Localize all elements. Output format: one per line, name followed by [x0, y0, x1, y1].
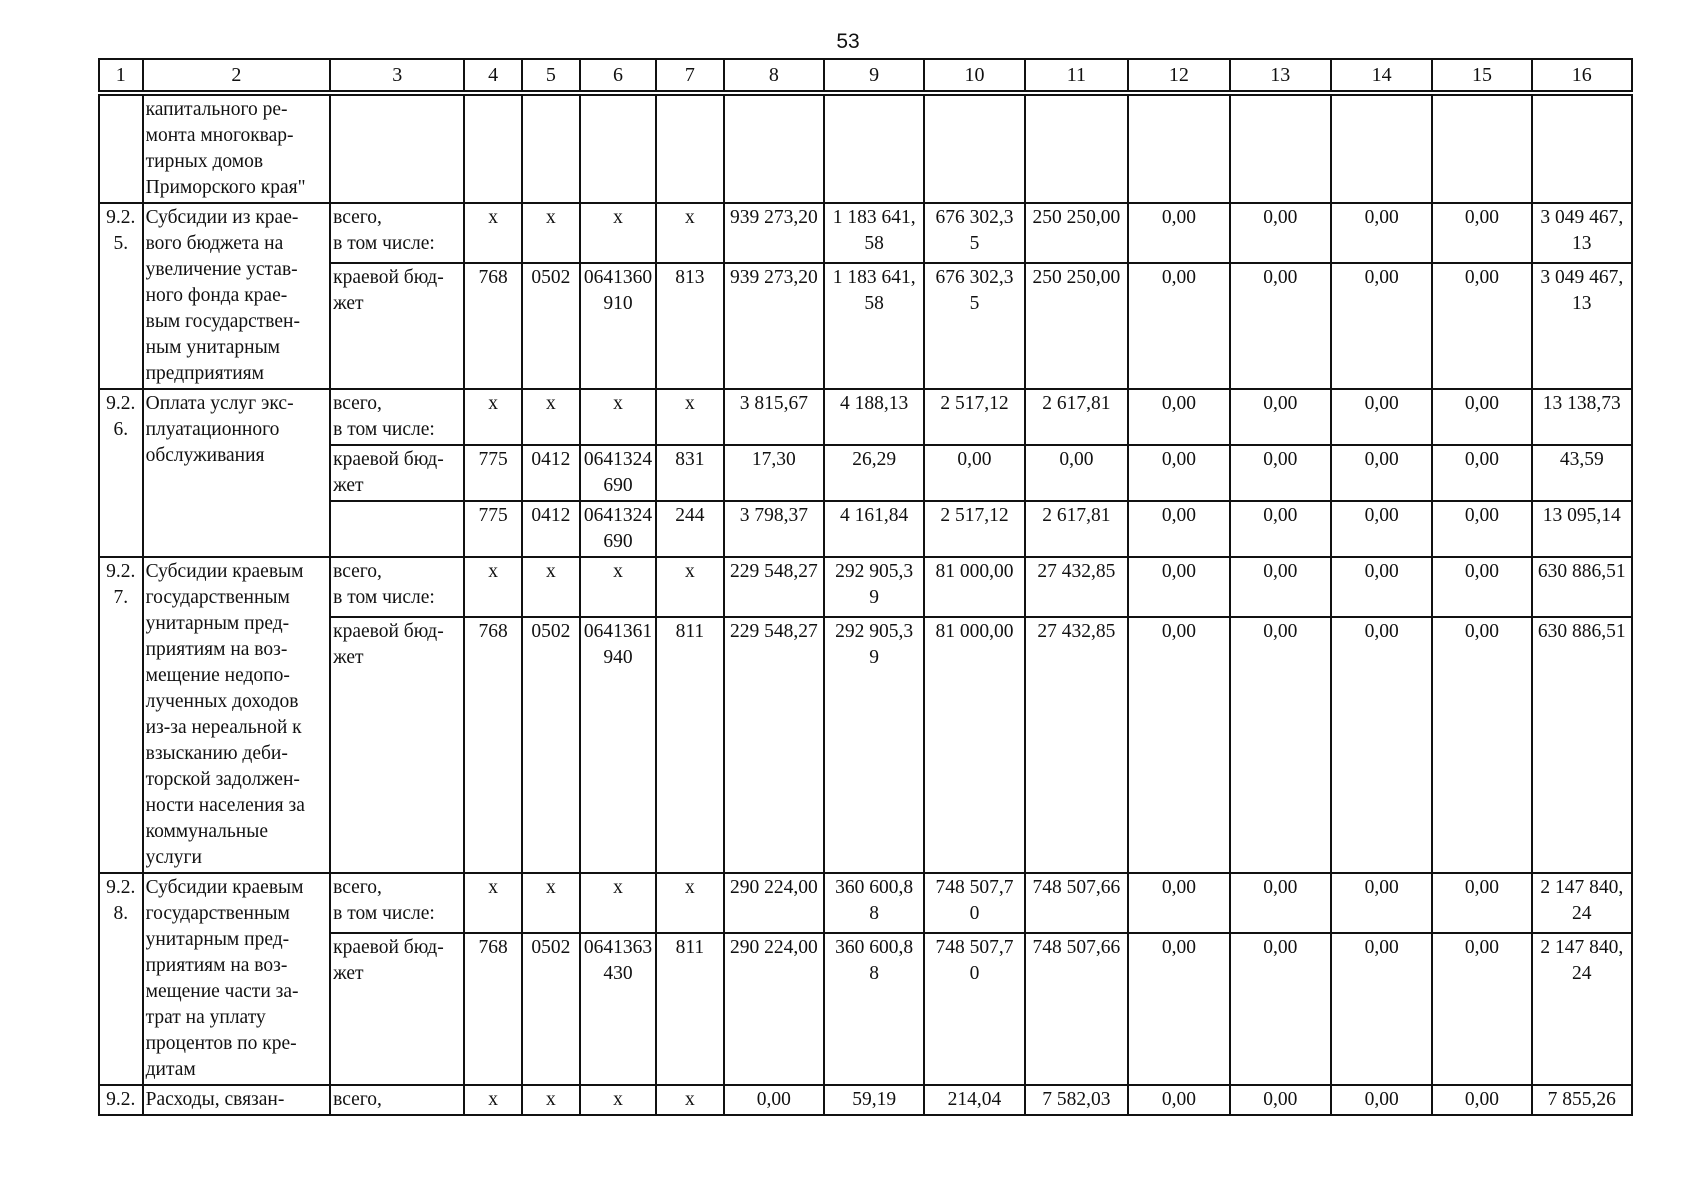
value-cell-c14: 0,00 [1331, 1085, 1432, 1115]
column-header: 6 [580, 59, 656, 91]
value-cell-c10: 2 517,12 [924, 389, 1024, 445]
funding-source-cell: всего, в том числе: [330, 203, 464, 263]
value-cell-c8: 229 548,27 [724, 557, 824, 617]
value-cell-c5: 0502 [522, 263, 580, 389]
funding-source-cell: всего, [330, 1085, 464, 1115]
value-cell-c14: 0,00 [1331, 501, 1432, 557]
value-cell-c14: 0,00 [1331, 617, 1432, 873]
funding-source-cell: краевой бюд- жет [330, 617, 464, 873]
value-cell-c15: 0,00 [1432, 263, 1531, 389]
value-cell-c4: 768 [464, 263, 522, 389]
funding-source-cell [330, 95, 464, 203]
value-cell-c11: 2 617,81 [1025, 501, 1129, 557]
value-cell-c16: 43,59 [1532, 445, 1632, 501]
funding-source-cell: всего, в том числе: [330, 389, 464, 445]
value-cell-c15: 0,00 [1432, 617, 1531, 873]
table-row [99, 557, 1632, 617]
value-cell-c16 [1532, 95, 1632, 203]
funding-source-cell: краевой бюд- жет [330, 263, 464, 389]
value-cell-c4: x [464, 389, 522, 445]
value-cell-c6: x [580, 389, 656, 445]
value-cell-c15: 0,00 [1432, 389, 1531, 445]
value-cell-c12 [1128, 95, 1229, 203]
item-number-cell [99, 95, 143, 203]
funding-source-cell: всего, в том числе: [330, 873, 464, 933]
value-cell-c15: 0,00 [1432, 203, 1531, 263]
value-cell-c6: 0641363 430 [580, 933, 656, 1085]
value-cell-c5: 0412 [522, 445, 580, 501]
value-cell-c5: x [522, 873, 580, 933]
value-cell-c14: 0,00 [1331, 933, 1432, 1085]
value-cell-c16: 2 147 840, 24 [1532, 933, 1632, 1085]
item-description-cell: капитального ре- монта многоквар- тирных домов Приморского края" [143, 95, 331, 203]
value-cell-c12: 0,00 [1128, 933, 1229, 1085]
value-cell-c13: 0,00 [1230, 557, 1331, 617]
funding-source-cell: всего, в том числе: [330, 557, 464, 617]
value-cell-c9: 59,19 [824, 1085, 924, 1115]
value-cell-c7: x [656, 203, 724, 263]
value-cell-c10: 2 517,12 [924, 501, 1024, 557]
value-cell-c14: 0,00 [1331, 263, 1432, 389]
value-cell-c12: 0,00 [1128, 445, 1229, 501]
value-cell-c11: 7 582,03 [1025, 1085, 1129, 1115]
value-cell-c13: 0,00 [1230, 445, 1331, 501]
value-cell-c8: 0,00 [724, 1085, 824, 1115]
value-cell-c12: 0,00 [1128, 1085, 1229, 1115]
value-cell-c5: x [522, 203, 580, 263]
value-cell-c9: 26,29 [824, 445, 924, 501]
value-cell-c13: 0,00 [1230, 203, 1331, 263]
value-cell-c13: 0,00 [1230, 873, 1331, 933]
column-header: 13 [1230, 59, 1331, 91]
value-cell-c9: 292 905,3 9 [824, 557, 924, 617]
value-cell-c4: x [464, 203, 522, 263]
value-cell-c15: 0,00 [1432, 933, 1531, 1085]
value-cell-c14 [1331, 95, 1432, 203]
value-cell-c10: 748 507,7 0 [924, 873, 1024, 933]
value-cell-c16: 3 049 467, 13 [1532, 263, 1632, 389]
value-cell-c9: 292 905,3 9 [824, 617, 924, 873]
value-cell-c6: 0641360 910 [580, 263, 656, 389]
item-description-cell: Субсидии из крае- вого бюджета на увеличение устав- ного фонда крае- вым государствен- ным унитарным предприятиям [143, 203, 331, 389]
column-header: 1 [99, 59, 143, 91]
value-cell-c4: x [464, 557, 522, 617]
value-cell-c8 [724, 95, 824, 203]
item-description-cell: Оплата услуг экс- плуатационного обслуживания [143, 389, 331, 557]
value-cell-c5: x [522, 557, 580, 617]
value-cell-c5: 0502 [522, 933, 580, 1085]
value-cell-c6: x [580, 1085, 656, 1115]
value-cell-c11: 748 507,66 [1025, 933, 1129, 1085]
value-cell-c12: 0,00 [1128, 389, 1229, 445]
column-header: 5 [522, 59, 580, 91]
value-cell-c6: 0641324 690 [580, 501, 656, 557]
value-cell-c10: 214,04 [924, 1085, 1024, 1115]
value-cell-c10: 748 507,7 0 [924, 933, 1024, 1085]
item-description-cell: Субсидии краевым государственным унитарным пред- приятиям на воз- мещение недопо- лученных доходов из-за нереальной к взысканию деби- торской задолжен- ности населения за коммунальные услуги [143, 557, 331, 873]
value-cell-c7 [656, 95, 724, 203]
value-cell-c14: 0,00 [1331, 557, 1432, 617]
column-header: 4 [464, 59, 522, 91]
item-description-cell: Субсидии краевым государственным унитарным пред- приятиям на воз- мещение части за- трат на уплату процентов по кре- дитам [143, 873, 331, 1085]
item-description-cell: Расходы, связан- [143, 1085, 331, 1115]
value-cell-c7: x [656, 1085, 724, 1115]
value-cell-c15: 0,00 [1432, 501, 1531, 557]
value-cell-c16: 13 138,73 [1532, 389, 1632, 445]
value-cell-c7: 831 [656, 445, 724, 501]
item-number-cell: 9.2. 8. [99, 873, 143, 1085]
value-cell-c8: 229 548,27 [724, 617, 824, 873]
value-cell-c6: 0641361 940 [580, 617, 656, 873]
value-cell-c12: 0,00 [1128, 203, 1229, 263]
column-number-header [98, 58, 1633, 92]
value-cell-c13: 0,00 [1230, 933, 1331, 1085]
value-cell-c8: 939 273,20 [724, 263, 824, 389]
funding-source-cell: краевой бюд- жет [330, 933, 464, 1085]
value-cell-c10 [924, 95, 1024, 203]
value-cell-c11: 250 250,00 [1025, 203, 1129, 263]
table-row [99, 95, 1632, 203]
value-cell-c9: 1 183 641, 58 [824, 203, 924, 263]
table-row [99, 389, 1632, 445]
item-number-cell: 9.2. 5. [99, 203, 143, 389]
value-cell-c15 [1432, 95, 1531, 203]
value-cell-c8: 939 273,20 [724, 203, 824, 263]
value-cell-c4: x [464, 873, 522, 933]
value-cell-c6: 0641324 690 [580, 445, 656, 501]
value-cell-c7: x [656, 557, 724, 617]
item-number-cell: 9.2. [99, 1085, 143, 1115]
value-cell-c8: 290 224,00 [724, 873, 824, 933]
value-cell-c9: 1 183 641, 58 [824, 263, 924, 389]
value-cell-c8: 3 798,37 [724, 501, 824, 557]
value-cell-c12: 0,00 [1128, 501, 1229, 557]
value-cell-c5: 0502 [522, 617, 580, 873]
value-cell-c6: x [580, 873, 656, 933]
value-cell-c13: 0,00 [1230, 263, 1331, 389]
value-cell-c10: 81 000,00 [924, 617, 1024, 873]
value-cell-c13: 0,00 [1230, 501, 1331, 557]
value-cell-c11: 27 432,85 [1025, 557, 1129, 617]
value-cell-c9: 360 600,8 8 [824, 933, 924, 1085]
page-number: 53 [836, 30, 860, 53]
value-cell-c4: 768 [464, 617, 522, 873]
value-cell-c5: x [522, 1085, 580, 1115]
value-cell-c4: 775 [464, 501, 522, 557]
value-cell-c8: 290 224,00 [724, 933, 824, 1085]
value-cell-c5: x [522, 389, 580, 445]
value-cell-c10: 676 302,3 5 [924, 203, 1024, 263]
item-number-cell: 9.2. 6. [99, 389, 143, 557]
column-header: 12 [1128, 59, 1229, 91]
table-body [99, 95, 1632, 1115]
value-cell-c9: 4 161,84 [824, 501, 924, 557]
funding-source-cell [330, 501, 464, 557]
column-header: 7 [656, 59, 724, 91]
value-cell-c15: 0,00 [1432, 557, 1531, 617]
value-cell-c6 [580, 95, 656, 203]
value-cell-c11: 0,00 [1025, 445, 1129, 501]
value-cell-c5: 0412 [522, 501, 580, 557]
item-number-cell: 9.2. 7. [99, 557, 143, 873]
column-header: 14 [1331, 59, 1432, 91]
value-cell-c15: 0,00 [1432, 873, 1531, 933]
column-header: 15 [1432, 59, 1531, 91]
column-header: 9 [824, 59, 924, 91]
value-cell-c7: 244 [656, 501, 724, 557]
value-cell-c15: 0,00 [1432, 1085, 1531, 1115]
value-cell-c14: 0,00 [1331, 445, 1432, 501]
table-row [99, 1085, 1632, 1115]
value-cell-c16: 2 147 840, 24 [1532, 873, 1632, 933]
value-cell-c6: x [580, 557, 656, 617]
value-cell-c12: 0,00 [1128, 617, 1229, 873]
value-cell-c13: 0,00 [1230, 1085, 1331, 1115]
value-cell-c11: 2 617,81 [1025, 389, 1129, 445]
value-cell-c12: 0,00 [1128, 557, 1229, 617]
funding-source-cell: краевой бюд- жет [330, 445, 464, 501]
value-cell-c12: 0,00 [1128, 873, 1229, 933]
value-cell-c16: 7 855,26 [1532, 1085, 1632, 1115]
value-cell-c7: 811 [656, 617, 724, 873]
value-cell-c4: 768 [464, 933, 522, 1085]
value-cell-c7: 813 [656, 263, 724, 389]
value-cell-c16: 3 049 467, 13 [1532, 203, 1632, 263]
value-cell-c10: 81 000,00 [924, 557, 1024, 617]
value-cell-c16: 630 886,51 [1532, 617, 1632, 873]
value-cell-c14: 0,00 [1331, 873, 1432, 933]
budget-table [98, 94, 1633, 1116]
value-cell-c4 [464, 95, 522, 203]
value-cell-c13: 0,00 [1230, 617, 1331, 873]
header-row [99, 59, 1632, 91]
value-cell-c11 [1025, 95, 1129, 203]
value-cell-c14: 0,00 [1331, 203, 1432, 263]
value-cell-c14: 0,00 [1331, 389, 1432, 445]
column-header: 2 [143, 59, 331, 91]
value-cell-c8: 17,30 [724, 445, 824, 501]
value-cell-c16: 13 095,14 [1532, 501, 1632, 557]
value-cell-c9: 4 188,13 [824, 389, 924, 445]
column-header: 3 [330, 59, 464, 91]
value-cell-c8: 3 815,67 [724, 389, 824, 445]
value-cell-c9 [824, 95, 924, 203]
value-cell-c13 [1230, 95, 1331, 203]
column-header: 16 [1532, 59, 1632, 91]
value-cell-c7: 811 [656, 933, 724, 1085]
value-cell-c13: 0,00 [1230, 389, 1331, 445]
value-cell-c16: 630 886,51 [1532, 557, 1632, 617]
value-cell-c11: 250 250,00 [1025, 263, 1129, 389]
column-header: 11 [1025, 59, 1129, 91]
column-header: 10 [924, 59, 1024, 91]
value-cell-c4: x [464, 1085, 522, 1115]
value-cell-c15: 0,00 [1432, 445, 1531, 501]
value-cell-c10: 0,00 [924, 445, 1024, 501]
column-header: 8 [724, 59, 824, 91]
table-row [99, 203, 1632, 263]
table-row [99, 873, 1632, 933]
value-cell-c11: 27 432,85 [1025, 617, 1129, 873]
value-cell-c11: 748 507,66 [1025, 873, 1129, 933]
value-cell-c4: 775 [464, 445, 522, 501]
value-cell-c12: 0,00 [1128, 263, 1229, 389]
value-cell-c10: 676 302,3 5 [924, 263, 1024, 389]
value-cell-c5 [522, 95, 580, 203]
value-cell-c7: x [656, 389, 724, 445]
value-cell-c9: 360 600,8 8 [824, 873, 924, 933]
value-cell-c7: x [656, 873, 724, 933]
value-cell-c6: x [580, 203, 656, 263]
